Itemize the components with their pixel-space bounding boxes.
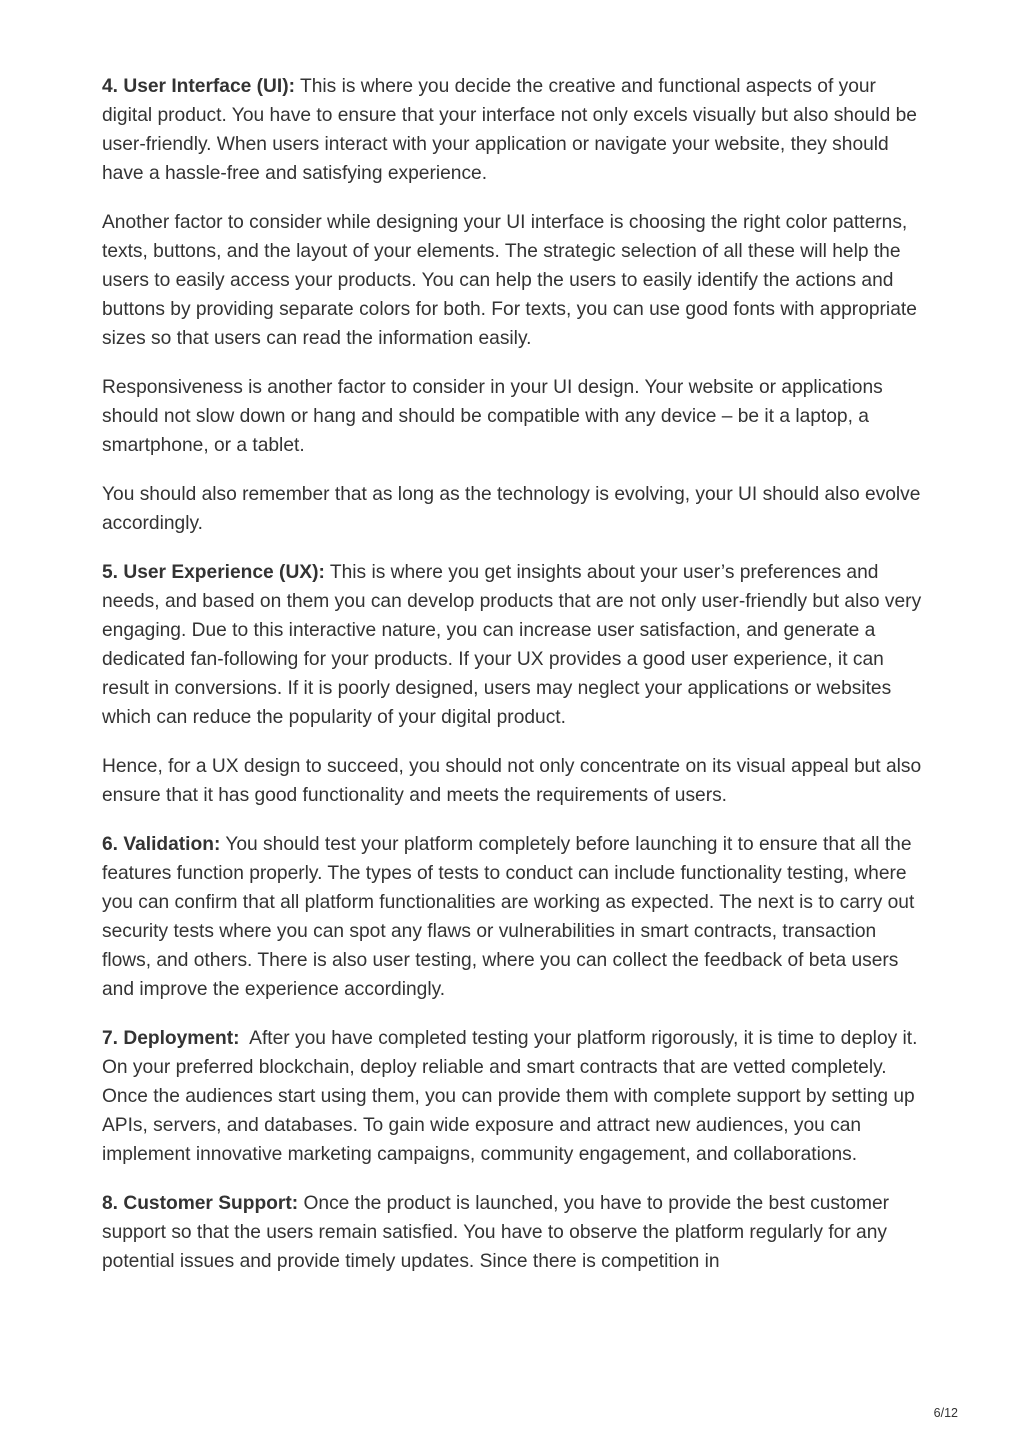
paragraph-ui-colors xyxy=(102,208,928,353)
paragraph-ux xyxy=(102,558,928,732)
paragraph-text: Another factor to consider while designing your UI interface is choosing the right color patterns, texts, buttons, and the layout of your elements. The strategic selection of all these will help the users to easily access your products. You can help the users to easily identify the actions and buttons by providing separate colors for both. For texts, you can use good fonts with appropriate sizes so that users can read the information easily. xyxy=(102,212,923,349)
paragraph-text: Once the product is launched, you have to provide the best customer support so that the users remain satisfied. You have to observe the platform regularly for any potential issues and provide timely updates. Since there is competition in xyxy=(102,1193,895,1272)
paragraph-deployment xyxy=(102,1024,928,1169)
heading-user-experience: 5. User Experience (UX): xyxy=(102,562,325,583)
paragraph-text: This is where you decide the creative and functional aspects of your digital product. You have to ensure that your interface not only excels visually but also should be user-friendly. When users interact with your application or navigate your website, they should have a hassle-free and satisfying experience. xyxy=(102,76,923,184)
heading-customer-support: 8. Customer Support: xyxy=(102,1193,299,1214)
paragraph-ui-responsiveness xyxy=(102,373,928,460)
paragraph-validation xyxy=(102,830,928,1004)
heading-user-interface: 4. User Interface (UI): xyxy=(102,76,295,97)
paragraph-text: Responsiveness is another factor to consider in your UI design. Your website or applications should not slow down or hang and should be compatible with any device – be it a laptop, a smartphone, or a tablet. xyxy=(102,377,889,456)
paragraph-text: You should test your platform completely before launching it to ensure that all the features function properly. The types of tests to conduct can include functionality testing, where you can confirm that all platform functionalities are working as expected. The next is to carry out security tests where you can spot any flaws or vulnerabilities in smart contracts, transaction flows, and others. There is also user testing, where you can collect the feedback of beta users and improve the experience accordingly. xyxy=(102,834,920,1000)
paragraph-text: Hence, for a UX design to succeed, you should not only concentrate on its visual appeal but also ensure that it has good functionality and meets the requirements of users. xyxy=(102,756,927,806)
paragraph-text: After you have completed testing your platform rigorously, it is time to deploy it. On your preferred blockchain, deploy reliable and smart contracts that are vetted completely. Once the audiences start using them, you can provide them with complete support by setting up APIs, servers, and databases. To gain wide exposure and attract new audiences, you can implement innovative marketing campaigns, community engagement, and collaborations. xyxy=(102,1028,923,1165)
page-number: 6/12 xyxy=(933,1406,958,1420)
heading-deployment: 7. Deployment: xyxy=(102,1028,240,1049)
paragraph-customer-support xyxy=(102,1189,928,1276)
document-body xyxy=(102,72,928,1296)
paragraph-text: This is where you get insights about your user’s preferences and needs, and based on them you can develop products that are not only user-friendly but also very engaging. Due to this interactive nature, you can increase user satisfaction, and generate a dedicated fan-following for your products. If your UX provides a good user experience, it can result in conversions. If it is poorly designed, users may neglect your applications or websites which can reduce the popularity of your digital product. xyxy=(102,562,927,728)
paragraph-ui xyxy=(102,72,928,188)
paragraph-ux-success xyxy=(102,752,928,810)
heading-validation: 6. Validation: xyxy=(102,834,221,855)
paragraph-ui-evolve xyxy=(102,480,928,538)
paragraph-text: You should also remember that as long as the technology is evolving, your UI should also evolve accordingly. xyxy=(102,484,926,534)
